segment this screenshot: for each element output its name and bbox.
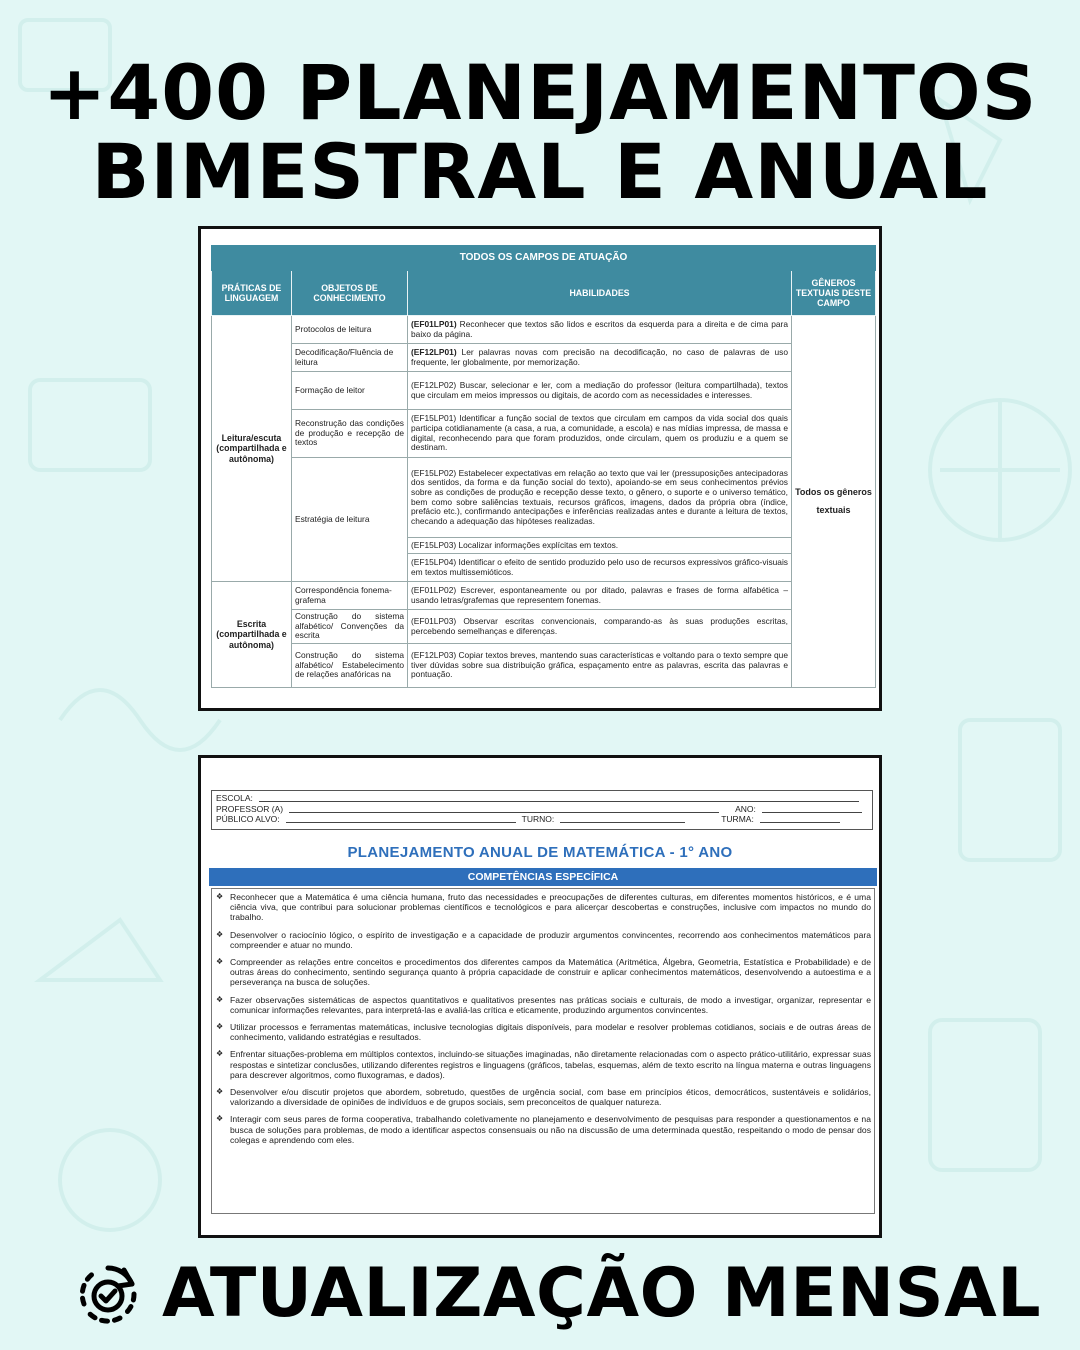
footer [76, 1254, 1042, 1333]
objeto-cell: Estratégia de leitura [292, 458, 408, 582]
list-item: ❖ Desenvolver o raciocínio lógico, o espírito de investigação e a capacidade de produzir argumentos convincentes, recorrendo aos conhecimentos matemáticos para compreender e atuar no mundo. [216, 929, 871, 950]
habilidade-cell: (EF12LP03) Copiar textos breves, mantendo suas características e voltando para o texto sempre que tiver dúvidas sobre sua distribuição gráfica, espaçamento entre as palavras, escrita das palavras e pontuação. [408, 644, 792, 688]
objeto-cell: Formação de leitor [292, 372, 408, 410]
list-item: ❖ Enfrentar situações-problema em múltiplos contextos, incluindo-se situações imaginadas, não diretamente relacionadas com o aspecto prático-utilitário, expressar suas respostas e sintetizar conclusões, utilizando diferentes registros e linguagens (gráficos, tabelas, esquemas, além de texto escrito na língua materna e outras linguagens para descrever algoritmos, como fluxogramas, e dados). [216, 1049, 871, 1080]
pratica-escrita: Escrita (compartilhada e autônoma) [212, 582, 292, 688]
plan-title: PLANEJAMENTO ANUAL DE MATEMÁTICA - 1° ANO [347, 844, 733, 861]
habilidade-cell: (EF12LP02) Buscar, selecionar e ler, com a mediação do professor (leitura compartilhada), textos que circulam em meios impressos ou digitais, de acordo com as necessidades e interesses. [408, 372, 792, 410]
bncc-table [211, 245, 876, 688]
objeto-cell: Reconstrução das condições de produção e recepção de textos [292, 410, 408, 458]
habilidade-cell: (EF15LP01) Identificar a função social de textos que circulam em campos da vida social dos quais participa cotidianamente (a casa, a rua, a comunidade, a escola) e nas mídias impressa, de massa e digital, reconhecendo para que foram produzidos, onde circulam, quem os produziu e a quem se destinam. [408, 410, 792, 458]
list-item: ❖ Utilizar processos e ferramentas matemáticas, inclusive tecnologias digitais disponíveis, para modelar e resolver problemas cotidianos, sociais e de outras áreas de conhecimento, validando estratégias e resultados. [216, 1022, 871, 1043]
bullet-icon: ❖ [216, 957, 224, 967]
generos-cell: Todos os gêneros textuais [792, 316, 876, 688]
clock-check-icon [76, 1262, 140, 1326]
blank-line [762, 804, 862, 813]
label-professor: PROFESSOR (A) [216, 803, 284, 814]
section-bar: COMPETÊNCIAS ESPECÍFICA [209, 868, 877, 886]
habilidade-cell: (EF15LP04) Identificar o efeito de sentido produzido pelo uso de recursos expressivos gráfico-visuais em textos multissemióticos. [408, 554, 792, 582]
annual-plan-preview [198, 755, 882, 1238]
habilidade-cell: (EF01LP01) Reconhecer que textos são lidos e escritos da esquerda para a direita e de cima para baixo da página. [408, 316, 792, 344]
habilidade-cell: (EF15LP02) Estabelecer expectativas em relação ao texto que vai ler (pressuposições antecipadoras dos sentidos, da forma e da função social do texto), apoiando-se em seus conhecimentos prévios sobre as condições de produção e recepção desse texto, o gênero, o suporte e o universo temático, bem como sobre saliências textuais, recursos gráficos, imagens, dados da própria obra (índice, prefácio etc.), confirmando antecipações e inferências realizadas antes e durante a leitura de textos, checando a adequação das hipóteses realizadas. [408, 458, 792, 538]
list-item: ❖ Compreender as relações entre conceitos e procedimentos dos diferentes campos da Matemática (Aritmética, Álgebra, Geometria, Estatística e Probabilidade) e de outras áreas do conhecimento, sentindo segurança quanto à própria capacidade de construir e aplicar conhecimentos matemáticos, desenvolvendo a autoestima e a perseverança na busca de soluções. [216, 957, 871, 988]
list-item: ❖ Fazer observações sistemáticas de aspectos quantitativos e qualitativos presentes nas práticas sociais e culturais, de modo a investigar, organizar, representar e comunicar informações relevantes, para interpretá-las e avaliá-las crítica e eticamente, produzindo argumentos convincentes. [216, 994, 871, 1015]
footer-title: ATUALIZAÇÃO MENSAL [162, 1254, 1042, 1333]
objeto-cell: Protocolos de leitura [292, 316, 408, 344]
headline-line-1: +400 PLANEJAMENTOS [42, 48, 1038, 137]
bullet-icon: ❖ [216, 1087, 224, 1097]
header-objetos: OBJETOS DE CONHECIMENTO [292, 271, 408, 316]
habilidade-cell: (EF01LP03) Observar escritas convencionais, comparando-as às suas produções escritas, percebendo semelhanças e diferenças. [408, 610, 792, 644]
blank-line [259, 793, 859, 802]
habilidade-cell: (EF01LP02) Escrever, espontaneamente ou por ditado, palavras e frases de forma alfabética – usando letras/grafemas que representem fonemas. [408, 582, 792, 610]
objeto-cell: Correspondência fonema-grafema [292, 582, 408, 610]
planning-table-preview [198, 226, 882, 711]
bullet-icon: ❖ [216, 1049, 224, 1059]
blank-line [560, 814, 685, 823]
bullet-icon: ❖ [216, 994, 224, 1004]
label-escola: ESCOLA: [216, 793, 253, 803]
bullet-icon: ❖ [216, 892, 224, 901]
label-turno: TURNO: [521, 814, 555, 824]
blank-line [289, 804, 719, 813]
habilidade-cell: (EF12LP01) Ler palavras novas com precisão na decodificação, no caso de palavras de uso frequente, ler globalmente, por memorização. [408, 344, 792, 372]
label-turma: TURMA: [721, 814, 754, 824]
header-praticas: PRÁTICAS DE LINGUAGEM [212, 271, 292, 316]
habilidade-cell: (EF15LP03) Localizar informações explícitas em textos. [408, 538, 792, 554]
bullet-icon: ❖ [216, 929, 224, 939]
objeto-cell: Construção do sistema alfabético/ Estabelecimento de relações anafóricas na [292, 644, 408, 688]
list-item: ❖ Interagir com seus pares de forma cooperativa, trabalhando coletivamente no planejamento e desenvolvimento de pesquisas para responder a questionamentos e na busca de soluções para problemas, de modo a identificar aspectos consensuais ou não na discussão de uma determinada questão, respeitando o modo de pensar dos colegas e aprendendo com eles. [216, 1114, 871, 1145]
objeto-cell: Decodificação/Fluência de leitura [292, 344, 408, 372]
table-banner: TODOS OS CAMPOS DE ATUAÇÃO [212, 246, 876, 271]
blank-line [286, 814, 516, 823]
label-ano: ANO: [735, 803, 756, 814]
school-header-box [211, 790, 873, 830]
objeto-cell: Construção do sistema alfabético/ Convenções da escrita [292, 610, 408, 644]
header-habilidades: HABILIDADES [408, 271, 792, 316]
list-item: ❖ Desenvolver e/ou discutir projetos que abordem, sobretudo, questões de urgência social, com base em princípios éticos, democráticos, sustentáveis e solidários, valorizando a diversidade de opiniões de indivíduos e de grupos sociais, sem preconceitos de qualquer natureza. [216, 1087, 871, 1108]
header-generos: GÊNEROS TEXTUAIS DESTE CAMPO [792, 271, 876, 316]
pratica-leitura: Leitura/escuta (compartilhada e autônoma) [212, 316, 292, 582]
headline-line-2: BIMESTRAL E ANUAL [91, 127, 989, 216]
bullet-icon: ❖ [216, 1022, 224, 1032]
blank-line [760, 814, 840, 823]
list-item: ❖ Reconhecer que a Matemática é uma ciência humana, fruto das necessidades e preocupações de diferentes culturas, em diferentes momentos históricos, e é uma ciência viva, que contribui para solucionar problemas científicos e tecnológicos e para alicerçar descobertas e construções, inclusive com impactos no mundo do trabalho. [216, 892, 871, 923]
competencias-list [211, 888, 875, 1214]
bullet-icon: ❖ [216, 1114, 224, 1124]
label-publico: PÚBLICO ALVO: [216, 814, 280, 824]
